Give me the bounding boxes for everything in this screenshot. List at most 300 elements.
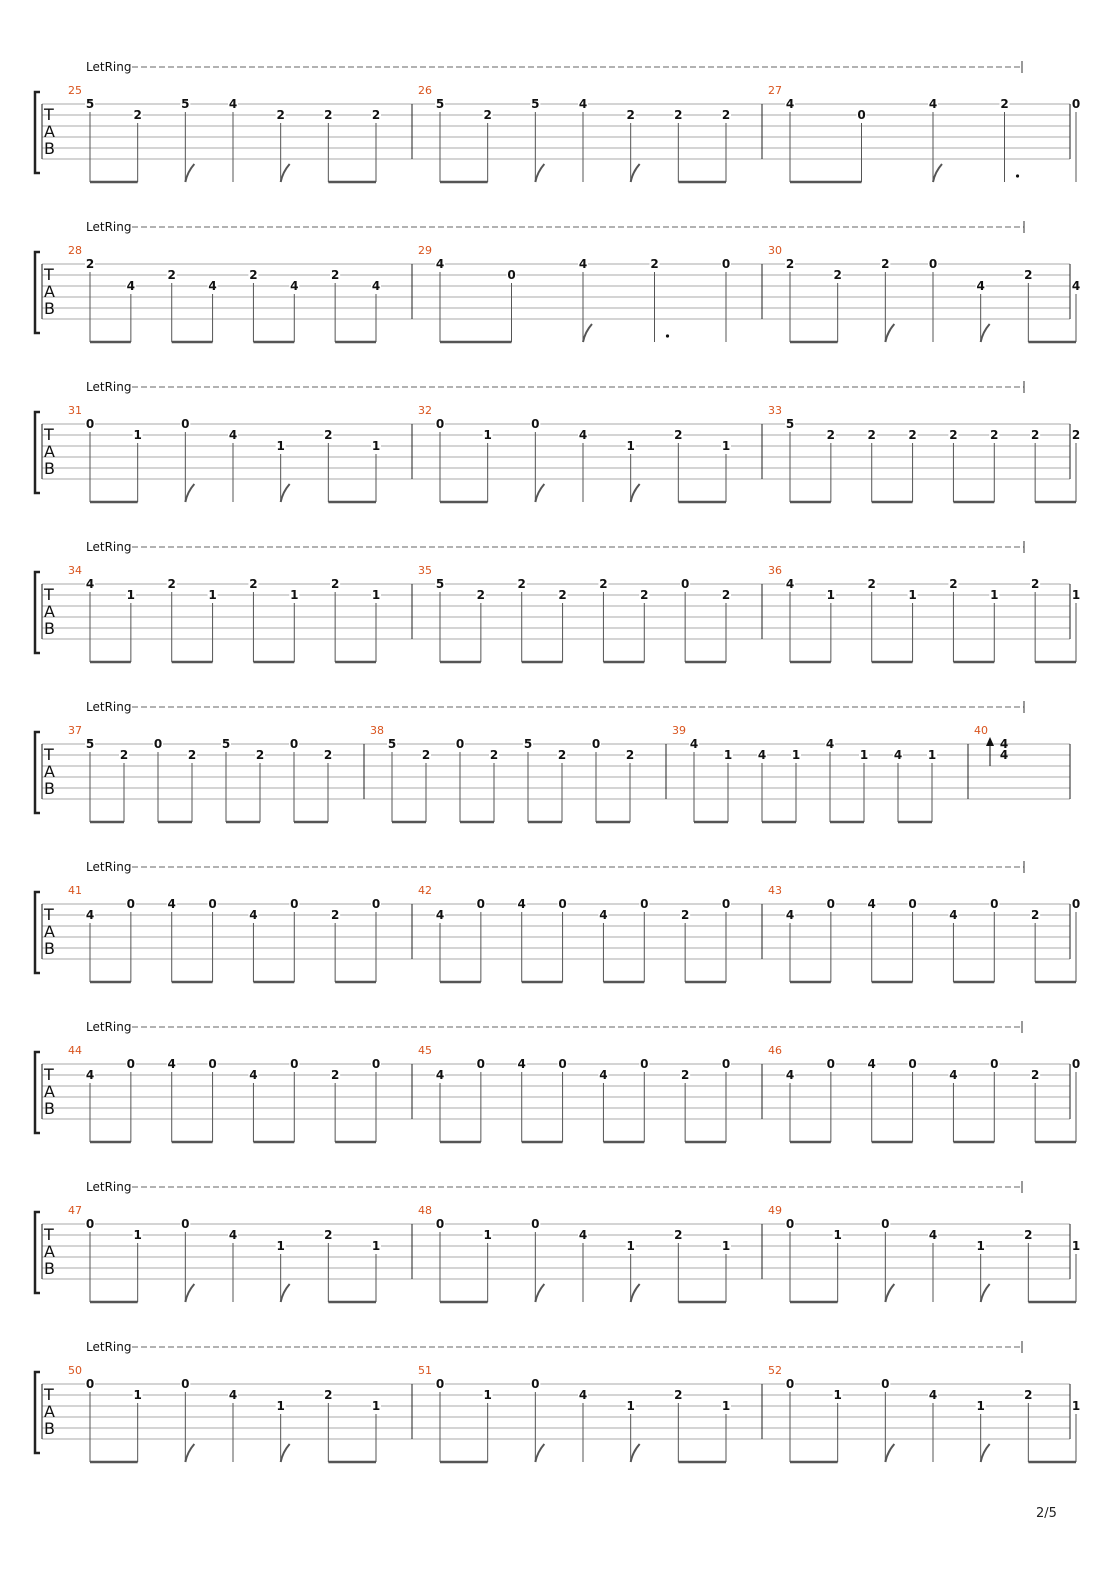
- note-flag: [185, 1444, 194, 1462]
- fret-number: 4: [867, 897, 876, 911]
- fret-number: 0: [531, 1377, 540, 1391]
- fret-number: 1: [208, 588, 217, 602]
- fret-number: 1: [626, 439, 635, 453]
- fret-number: 1: [833, 1388, 842, 1402]
- fret-number: 2: [599, 577, 608, 591]
- fret-number: 0: [531, 417, 540, 431]
- fret-number: 2: [680, 908, 690, 922]
- measure-number: 26: [418, 84, 432, 97]
- tab-clef-letter: B: [44, 619, 55, 638]
- measure-number: 34: [68, 564, 82, 577]
- fret-number: 5: [85, 97, 95, 111]
- fret-number: 1: [276, 1239, 285, 1253]
- fret-number: 4: [578, 97, 588, 111]
- fret-number: 1: [290, 588, 299, 602]
- tab-system: [35, 860, 1081, 982]
- note-flag: [885, 1284, 894, 1302]
- fret-number: 0: [826, 1057, 836, 1071]
- fret-number: 1: [721, 439, 731, 453]
- fret-number: 2: [133, 108, 142, 122]
- fret-number: 5: [523, 737, 533, 751]
- fret-number: 0: [640, 1057, 649, 1071]
- letring-label: LetRing: [86, 700, 132, 714]
- fret-number: 2: [167, 577, 176, 591]
- note-flag: [631, 164, 640, 182]
- fret-number: 2: [249, 268, 258, 282]
- letring-label: LetRing: [86, 380, 132, 394]
- fret-number: 0: [1071, 97, 1081, 111]
- measure-number: 48: [418, 1204, 432, 1217]
- fret-number: 2: [640, 588, 649, 602]
- tab-clef-letter: T: [44, 265, 54, 284]
- tab-clef-letter: A: [44, 442, 55, 461]
- fret-number: 5: [387, 737, 397, 751]
- fret-number: 0: [153, 737, 163, 751]
- fret-number: 4: [578, 428, 588, 442]
- fret-number: 1: [133, 1388, 142, 1402]
- fret-number: 4: [85, 577, 95, 591]
- fret-number: 5: [181, 97, 190, 111]
- fret-number: 0: [290, 897, 299, 911]
- tab-clef-letter: A: [44, 282, 55, 301]
- fret-number: 4: [1071, 279, 1081, 293]
- tab-system: [35, 540, 1081, 662]
- measure-number: 41: [68, 884, 82, 897]
- measure-number: 37: [68, 724, 82, 737]
- dotted-note: [666, 334, 669, 337]
- fret-number: 2: [371, 108, 381, 122]
- letring-label: LetRing: [86, 1340, 132, 1354]
- tab-system: [35, 1020, 1081, 1142]
- fret-number: 0: [591, 737, 601, 751]
- tab-system: [35, 1340, 1081, 1462]
- note-flag: [583, 324, 592, 342]
- fret-number: 0: [881, 1217, 890, 1231]
- measure-number: 27: [768, 84, 782, 97]
- fret-number: 0: [126, 1057, 136, 1071]
- system-bracket: [35, 732, 40, 813]
- fret-number: 1: [483, 1228, 492, 1242]
- fret-number: 4: [435, 908, 445, 922]
- fret-number: 0: [208, 897, 217, 911]
- fret-number: 1: [1071, 1239, 1081, 1253]
- fret-number: 0: [881, 1377, 890, 1391]
- tab-system: [35, 380, 1081, 502]
- tab-system: [35, 220, 1081, 342]
- fret-number: 0: [435, 417, 445, 431]
- fret-number: 2: [990, 428, 999, 442]
- fret-number: 4: [167, 897, 176, 911]
- fret-number: 0: [640, 897, 649, 911]
- tab-clef-letter: A: [44, 602, 55, 621]
- fret-number: 4: [689, 737, 699, 751]
- fret-number: 4: [249, 908, 258, 922]
- fret-number: 0: [680, 577, 690, 591]
- fret-number: 0: [990, 1057, 999, 1071]
- fret-number: 2: [650, 257, 659, 271]
- fret-number: 2: [324, 108, 333, 122]
- fret-number: 2: [833, 268, 842, 282]
- fret-number: 1: [371, 1399, 381, 1413]
- fret-number: 0: [435, 1377, 445, 1391]
- fret-number: 4: [228, 97, 238, 111]
- fret-number: 0: [531, 1217, 540, 1231]
- fret-number: 4: [167, 1057, 176, 1071]
- fret-number: 4: [290, 279, 299, 293]
- fret-number: 4: [928, 97, 938, 111]
- fret-number: 4: [85, 908, 95, 922]
- fret-number: 2: [908, 428, 917, 442]
- note-flag: [185, 484, 194, 502]
- fret-number: 1: [276, 1399, 285, 1413]
- fret-number: 1: [721, 1399, 731, 1413]
- fret-number: 2: [1030, 428, 1040, 442]
- fret-number: 4: [578, 1388, 588, 1402]
- note-flag: [535, 484, 544, 502]
- system-bracket: [35, 1372, 40, 1453]
- fret-number: 0: [371, 897, 381, 911]
- letring-label: LetRing: [86, 60, 132, 74]
- dotted-note: [1016, 174, 1019, 177]
- tab-clef-letter: T: [44, 745, 54, 764]
- fret-number: 2: [323, 748, 333, 762]
- fret-number: 4: [517, 897, 526, 911]
- fret-number: 0: [507, 268, 516, 282]
- fret-number: 0: [908, 1057, 917, 1071]
- note-flag: [535, 1284, 544, 1302]
- fret-number: 0: [371, 1057, 381, 1071]
- tab-clef-letter: A: [44, 922, 55, 941]
- measure-number: 25: [68, 84, 82, 97]
- fret-number: 4: [928, 1388, 938, 1402]
- measure-number: 29: [418, 244, 432, 257]
- system-bracket: [35, 92, 40, 173]
- fret-number: 1: [371, 1239, 381, 1253]
- letring-label: LetRing: [86, 860, 132, 874]
- fret-number: 2: [249, 577, 258, 591]
- tab-clef-letter: B: [44, 1419, 55, 1438]
- note-flag: [631, 484, 640, 502]
- note-flag: [535, 164, 544, 182]
- tab-system: [35, 1180, 1081, 1302]
- fret-number: 5: [85, 737, 95, 751]
- system-bracket: [35, 412, 40, 493]
- fret-number: 2: [324, 428, 333, 442]
- fret-number: 1: [721, 1239, 731, 1253]
- fret-number: 2: [626, 108, 635, 122]
- fret-number: 4: [928, 1228, 938, 1242]
- tab-clef-letter: A: [44, 1402, 55, 1421]
- fret-number: 1: [976, 1239, 985, 1253]
- tab-clef-letter: B: [44, 939, 55, 958]
- tab-clef-letter: A: [44, 1242, 55, 1261]
- fret-number: 4: [825, 737, 835, 751]
- fret-number: 4: [999, 748, 1009, 762]
- system-bracket: [35, 892, 40, 973]
- tab-clef-letter: B: [44, 1099, 55, 1118]
- fret-number: 2: [276, 108, 285, 122]
- fret-number: 2: [330, 577, 340, 591]
- fret-number: 5: [785, 417, 795, 431]
- fret-number: 4: [578, 257, 588, 271]
- fret-number: 0: [785, 1377, 795, 1391]
- fret-number: 2: [1024, 1388, 1033, 1402]
- measure-number: 39: [672, 724, 686, 737]
- fret-number: 2: [330, 908, 340, 922]
- fret-number: 0: [558, 1057, 567, 1071]
- note-flag: [185, 164, 194, 182]
- fret-number: 4: [578, 1228, 588, 1242]
- fret-number: 4: [517, 1057, 526, 1071]
- fret-number: 0: [558, 897, 567, 911]
- fret-number: 1: [626, 1399, 635, 1413]
- page-number: 2/5: [1036, 1506, 1057, 1521]
- measure-number: 40: [974, 724, 988, 737]
- fret-number: 5: [221, 737, 231, 751]
- fret-number: 4: [85, 1068, 95, 1082]
- measure-number: 30: [768, 244, 782, 257]
- fret-number: 2: [557, 748, 567, 762]
- tab-clef-letter: A: [44, 762, 55, 781]
- fret-number: 1: [791, 748, 801, 762]
- fret-number: 1: [483, 428, 492, 442]
- fret-number: 2: [949, 428, 958, 442]
- note-flag: [933, 164, 942, 182]
- fret-number: 1: [826, 588, 836, 602]
- tab-clef-letter: T: [44, 1385, 54, 1404]
- tab-clef-letter: B: [44, 299, 55, 318]
- fret-number: 2: [680, 1068, 690, 1082]
- note-flag: [631, 1444, 640, 1462]
- measure-number: 38: [370, 724, 384, 737]
- fret-number: 0: [181, 1217, 190, 1231]
- fret-number: 1: [626, 1239, 635, 1253]
- system-bracket: [35, 252, 40, 333]
- measure-number: 50: [68, 1364, 82, 1377]
- tab-clef-letter: A: [44, 1082, 55, 1101]
- note-flag: [981, 1284, 990, 1302]
- fret-number: 0: [721, 257, 731, 271]
- measure-number: 47: [68, 1204, 82, 1217]
- measure-number: 28: [68, 244, 82, 257]
- measure-number: 52: [768, 1364, 782, 1377]
- fret-number: 0: [85, 1377, 95, 1391]
- fret-number: 1: [1071, 588, 1081, 602]
- letring-label: LetRing: [86, 1180, 132, 1194]
- note-flag: [535, 1444, 544, 1462]
- fret-number: 0: [1071, 897, 1081, 911]
- fret-number: 4: [785, 1068, 795, 1082]
- note-flag: [981, 1444, 990, 1462]
- fret-number: 2: [517, 577, 526, 591]
- fret-number: 2: [674, 108, 683, 122]
- fret-number: 1: [133, 1228, 142, 1242]
- fret-number: 0: [455, 737, 465, 751]
- fret-number: 4: [976, 279, 985, 293]
- fret-number: 4: [435, 1068, 445, 1082]
- fret-number: 2: [1024, 1228, 1033, 1242]
- fret-number: 0: [476, 897, 486, 911]
- fret-number: 2: [1024, 268, 1033, 282]
- fret-number: 1: [927, 748, 937, 762]
- fret-number: 2: [489, 748, 499, 762]
- measure-number: 31: [68, 404, 82, 417]
- fret-number: 0: [857, 108, 866, 122]
- letring-label: LetRing: [86, 220, 132, 234]
- fret-number: 0: [785, 1217, 795, 1231]
- fret-number: 4: [757, 748, 767, 762]
- letring-label: LetRing: [86, 540, 132, 554]
- tab-clef-letter: B: [44, 139, 55, 158]
- fret-number: 5: [531, 97, 540, 111]
- note-flag: [281, 164, 290, 182]
- fret-number: 1: [723, 748, 733, 762]
- fret-number: 2: [949, 577, 958, 591]
- fret-number: 2: [85, 257, 95, 271]
- fret-number: 2: [330, 268, 340, 282]
- fret-number: 2: [826, 428, 836, 442]
- fret-number: 2: [867, 577, 876, 591]
- fret-number: 4: [435, 257, 445, 271]
- fret-number: 2: [421, 748, 431, 762]
- fret-number: 4: [867, 1057, 876, 1071]
- measure-number: 33: [768, 404, 782, 417]
- fret-number: 2: [1030, 908, 1040, 922]
- note-flag: [885, 1444, 894, 1462]
- fret-number: 0: [85, 417, 95, 431]
- fret-number: 2: [1071, 428, 1081, 442]
- measure-number: 49: [768, 1204, 782, 1217]
- fret-number: 4: [371, 279, 381, 293]
- measure-number: 46: [768, 1044, 782, 1057]
- note-flag: [631, 1284, 640, 1302]
- fret-number: 4: [785, 908, 795, 922]
- fret-number: 4: [599, 1068, 608, 1082]
- fret-number: 0: [721, 897, 731, 911]
- fret-number: 2: [625, 748, 635, 762]
- fret-number: 5: [435, 577, 445, 591]
- fret-number: 0: [181, 1377, 190, 1391]
- tab-clef-letter: T: [44, 1065, 54, 1084]
- fret-number: 2: [187, 748, 197, 762]
- fret-number: 4: [208, 279, 217, 293]
- fret-number: 2: [476, 588, 486, 602]
- fret-number: 0: [990, 897, 999, 911]
- fret-number: 1: [371, 439, 381, 453]
- measure-number: 32: [418, 404, 432, 417]
- fret-number: 5: [435, 97, 445, 111]
- fret-number: 1: [908, 588, 917, 602]
- fret-number: 4: [249, 1068, 258, 1082]
- tab-clef-letter: B: [44, 1259, 55, 1278]
- fret-number: 4: [999, 737, 1009, 751]
- fret-number: 0: [289, 737, 299, 751]
- fret-number: 4: [228, 1228, 238, 1242]
- fret-number: 0: [126, 897, 136, 911]
- system-bracket: [35, 1212, 40, 1293]
- fret-number: 1: [483, 1388, 492, 1402]
- fret-number: 2: [674, 1228, 683, 1242]
- fret-number: 2: [1000, 97, 1009, 111]
- system-bracket: [35, 1052, 40, 1133]
- fret-number: 2: [785, 257, 795, 271]
- fret-number: 1: [1071, 1399, 1081, 1413]
- fret-number: 4: [785, 97, 795, 111]
- fret-number: 2: [881, 257, 890, 271]
- tab-system: [35, 60, 1081, 182]
- fret-number: 2: [558, 588, 567, 602]
- system-bracket: [35, 572, 40, 653]
- measure-number: 35: [418, 564, 432, 577]
- tab-clef-letter: T: [44, 105, 54, 124]
- tab-clef-letter: B: [44, 779, 55, 798]
- fret-number: 4: [949, 908, 958, 922]
- measure-number: 43: [768, 884, 782, 897]
- fret-number: 2: [324, 1228, 333, 1242]
- fret-number: 4: [228, 428, 238, 442]
- fret-number: 0: [928, 257, 938, 271]
- note-flag: [281, 1284, 290, 1302]
- measure-number: 44: [68, 1044, 82, 1057]
- measure-number: 36: [768, 564, 782, 577]
- note-flag: [981, 324, 990, 342]
- fret-number: 2: [867, 428, 876, 442]
- fret-number: 2: [674, 428, 683, 442]
- fret-number: 0: [908, 897, 917, 911]
- measure-number: 51: [418, 1364, 432, 1377]
- fret-number: 4: [599, 908, 608, 922]
- fret-number: 4: [949, 1068, 958, 1082]
- fret-number: 1: [976, 1399, 985, 1413]
- fret-number: 2: [483, 108, 492, 122]
- fret-number: 4: [228, 1388, 238, 1402]
- fret-number: 2: [721, 588, 731, 602]
- fret-number: 0: [85, 1217, 95, 1231]
- measure-number: 45: [418, 1044, 432, 1057]
- fret-number: 0: [721, 1057, 731, 1071]
- tab-clef-letter: T: [44, 425, 54, 444]
- tab-system: [35, 700, 1070, 822]
- fret-number: 2: [324, 1388, 333, 1402]
- fret-number: 2: [119, 748, 129, 762]
- tab-clef-letter: T: [44, 585, 54, 604]
- tab-clef-letter: A: [44, 122, 55, 141]
- fret-number: 2: [674, 1388, 683, 1402]
- fret-number: 2: [167, 268, 176, 282]
- note-flag: [281, 484, 290, 502]
- fret-number: 0: [1071, 1057, 1081, 1071]
- fret-number: 1: [833, 1228, 842, 1242]
- fret-number: 2: [1030, 1068, 1040, 1082]
- note-flag: [185, 1284, 194, 1302]
- fret-number: 2: [255, 748, 265, 762]
- tab-clef-letter: T: [44, 905, 54, 924]
- fret-number: 0: [826, 897, 836, 911]
- fret-number: 1: [126, 588, 136, 602]
- letring-label: LetRing: [86, 1020, 132, 1034]
- fret-number: 0: [476, 1057, 486, 1071]
- fret-number: 1: [859, 748, 869, 762]
- note-flag: [885, 324, 894, 342]
- fret-number: 1: [276, 439, 285, 453]
- note-flag: [281, 1444, 290, 1462]
- fret-number: 0: [290, 1057, 299, 1071]
- fret-number: 1: [371, 588, 381, 602]
- fret-number: 4: [785, 577, 795, 591]
- fret-number: 2: [1030, 577, 1040, 591]
- fret-number: 2: [330, 1068, 340, 1082]
- fret-number: 1: [133, 428, 142, 442]
